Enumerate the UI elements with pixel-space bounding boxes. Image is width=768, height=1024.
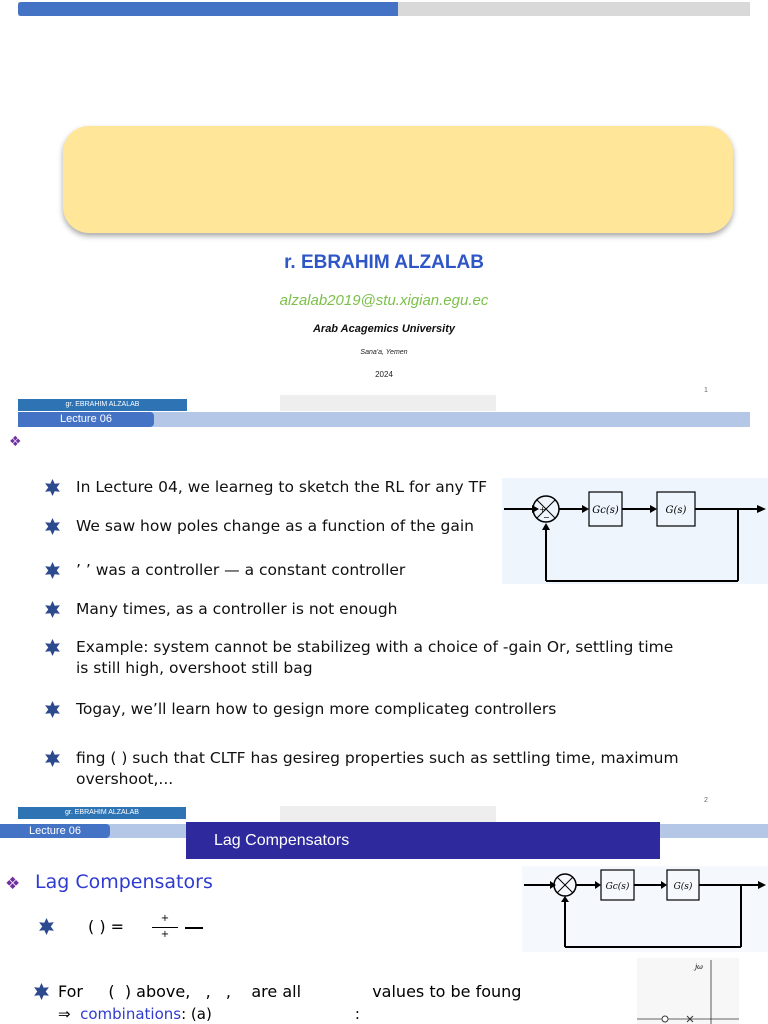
location: Sana'a, Yemen xyxy=(360,349,408,356)
star-bullet-icon xyxy=(33,983,50,1000)
footer-author: gr. EBRAHIM ALZALAB xyxy=(18,399,187,411)
slide-header-label: Lag Compensators xyxy=(214,832,350,849)
section-bullet-icon: ❖ xyxy=(5,874,21,894)
bullet-text: ’ ’ was a controller — a constant controller xyxy=(76,561,406,579)
star-bullet-icon xyxy=(44,562,61,579)
sum-plus-sign: + xyxy=(539,505,546,514)
page-number: 1 xyxy=(704,387,708,394)
zero-marker xyxy=(662,1016,668,1022)
bullet-text: Many times, as a controller is not enough xyxy=(76,600,398,618)
section-bullet-icon: ❖ xyxy=(9,434,22,450)
bullet-text: Example: system cannot be stabilizeg with a choice of -gain Or, settling time is still high, overshoot still bag xyxy=(76,638,674,677)
bullet-item xyxy=(44,637,684,679)
bullet-text: In Lecture 04, we learneg to sketch the RL for any TF xyxy=(76,478,488,496)
fraction-bar xyxy=(152,927,178,928)
footer-placeholder xyxy=(280,806,496,822)
bullet-item xyxy=(44,699,684,720)
controller-block-label: Gc(s) xyxy=(592,505,619,516)
pole-zero-plot xyxy=(637,958,739,1024)
implies-arrow: ⇒ xyxy=(58,1005,71,1023)
star-bullet-icon xyxy=(44,518,61,535)
combinations-line xyxy=(58,1005,360,1023)
plant-block-label: G(s) xyxy=(673,882,693,892)
progress-bar-fill xyxy=(18,2,398,16)
university-name: Arab Acagemics University xyxy=(312,323,456,335)
formula-numerator: + xyxy=(160,913,170,924)
star-bullet-icon xyxy=(44,639,61,656)
lecture-tab xyxy=(0,824,110,838)
formula-dash xyxy=(185,927,203,929)
star-bullet-icon xyxy=(38,918,55,935)
star-bullet-icon xyxy=(44,479,61,496)
formula-denominator: + xyxy=(160,929,170,940)
section-title: Lag Compensators xyxy=(35,871,213,893)
plant-block-label: G(s) xyxy=(665,505,687,516)
bullet-text: fing ( ) such that CLTF has gesireg properties such as settling time, maximum overshoot,... xyxy=(76,749,679,788)
lecture-tab xyxy=(18,412,154,427)
combinations-rest: : (a) : xyxy=(181,1005,360,1023)
star-bullet-icon xyxy=(44,601,61,618)
bullet-text: For ( ) above, , , are all values to be foung xyxy=(58,982,522,1001)
bullet-text: We saw how poles change as a function of the gain xyxy=(76,517,474,535)
author-email[interactable]: alzalab2019@stu.xigian.egu.ec xyxy=(279,292,489,309)
feedback-block-diagram xyxy=(522,866,768,952)
title-box xyxy=(63,126,733,233)
lecture-label: Lecture 06 xyxy=(29,825,81,837)
bullet-item xyxy=(44,599,684,620)
controller-block-label: Gc(s) xyxy=(605,882,630,892)
star-bullet-icon xyxy=(44,750,61,767)
footer-placeholder xyxy=(280,395,496,411)
page-number: 2 xyxy=(704,797,708,804)
bullet-item xyxy=(44,748,684,790)
year: 2024 xyxy=(375,370,393,379)
author-name: r. EBRAHIM ALZALAB xyxy=(284,252,484,273)
combinations-link[interactable]: combinations xyxy=(80,1005,182,1023)
star-bullet-icon xyxy=(44,701,61,718)
footer-author: gr. EBRAHIM ALZALAB xyxy=(18,807,186,819)
lecture-label: Lecture 06 xyxy=(60,413,112,425)
bullet-text: Togay, we’ll learn how to gesign more complicateg controllers xyxy=(76,700,557,718)
slide-header xyxy=(186,822,660,859)
imag-axis-label: jω xyxy=(695,963,703,971)
sum-minus-sign: − xyxy=(543,513,550,522)
feedback-block-diagram xyxy=(502,478,768,584)
transfer-function-lhs: ( ) = xyxy=(88,917,125,936)
